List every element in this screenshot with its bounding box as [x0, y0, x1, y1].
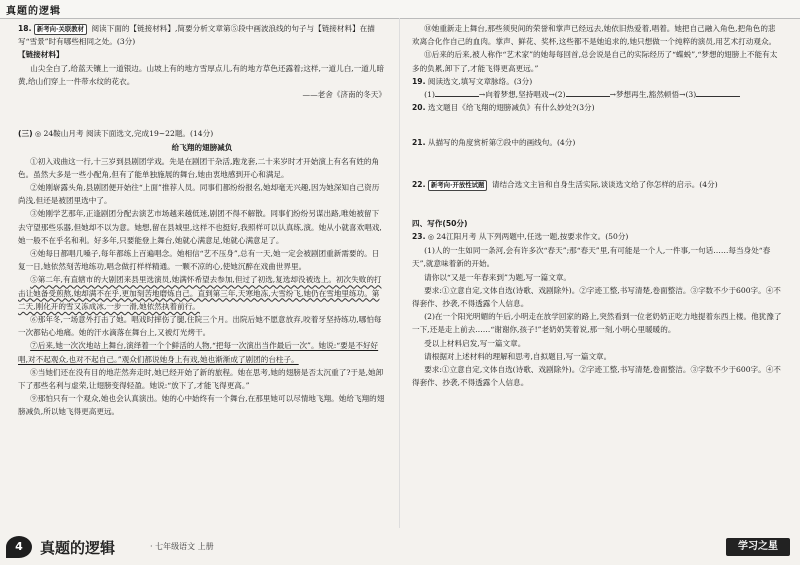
q18-text: 阅读下面的【链接材料】,简要分析文章第⑤段中画波浪线的句子与【链接材料】在描写“雪景”时有哪些相同之处。(3分) — [18, 24, 375, 47]
q23-number: 23. — [412, 232, 426, 242]
paragraph-6: ⑥那年冬,一场意外打击了她。唱戏时摔伤了腿,住院三个月。出院后她不愿意放弃,咬着牙坚持练功,哪怕每一次都钻心地痛。她的汗水滴落在舞台上,又被灯光烤干。 — [18, 315, 382, 338]
topic-2-instruction-a: 受以上材料启发,写一篇文章。 — [424, 338, 526, 348]
section-3-heading — [18, 127, 386, 141]
q20-text: 选文题目《给飞翔的翅膀减负》有什么妙处?(3分) — [427, 103, 595, 113]
topic-1: (1)人的一生如同一条河,会有许多次“春天”;那“春天”里,有可能是一个人,一件事,一句话……每当身处“春天”,就意味着新的开始。 — [412, 246, 771, 269]
q23-text: 从下列两题中,任选一题,按要求作文。(50分) — [478, 232, 629, 242]
paragraph-4: ④她每日都唱几嗓子,每年都练上百遍唱念。她相信“艺不压身”,总有一天,她一定会被剧团重新需要的。日复一日,她依然刻苦地练功,唱念做打样样精通。一颗不凉的心,使她沉醉在戏曲世界里。 — [18, 249, 380, 272]
section-3-text: 阅读下面选文,完成19~22题。(14分) — [85, 129, 214, 139]
q19-fill-3: →梦想再生,豁然顿悟→(3) — [609, 90, 697, 100]
q20-number: 20. — [412, 103, 426, 113]
question-19 — [412, 75, 782, 88]
paragraph-5: ⑤第二年,有直辖市的大剧团来县里选演员,她满怀希望去参加,但过了初选,复选却没被选上。初次失败的打击让她备受煎熬,她却满不在乎,更加刻苦地磨炼自己。直到第三年,天寒地冻,大雪纷飞,她仍在雪地里练功。第二天,刚化开的雪又冻成冰,一步一滑,她依然执着前行。 — [18, 275, 382, 311]
q21-text: 从描写的角度赏析第⑦段中的画线句。(4分) — [427, 138, 576, 148]
q18-tag: 新考向·关联教材 — [34, 24, 87, 35]
header-title: 真题的逻辑 — [6, 6, 61, 17]
location-pin-icon: ◎ — [34, 130, 42, 139]
publisher-logo: 学习之星 — [726, 538, 790, 556]
q23-source: 24江阳月考 — [436, 232, 477, 242]
topic-2-instruction-b: 请根据对上述材料的理解和思考,自拟题目,写一篇文章。 — [424, 351, 612, 361]
q19-blank-3[interactable] — [696, 88, 740, 97]
q19-text: 阅读选文,填写文章脉络。(3分) — [427, 76, 533, 86]
paragraph-8: ⑧当她们还在没有目的地茫然奔走时,她已经开始了新的旅程。她在思考,她的翅膀是否太沉重了?于是,她卸下了那些名利与虚荣,让翅膀变得轻盈。她说:“放下了,才能飞得更高。” — [18, 367, 384, 391]
location-pin-icon: ◎ — [427, 233, 434, 242]
link-material-title: 【链接材料】 — [18, 50, 64, 60]
section-3-label: (三) — [18, 129, 33, 139]
question-23 — [412, 230, 782, 244]
column-divider — [399, 18, 400, 528]
q19-fill-2: →向着梦想,坚持唱戏→(2) — [478, 90, 566, 100]
q19-fill-row — [412, 88, 782, 101]
question-20 — [412, 101, 782, 114]
section-3-source: 24鞍山月考 — [43, 129, 84, 139]
q22-tag: 新考向·开放性试题 — [428, 180, 488, 191]
topic-2-requirements: 要求:①立意自定,文体自选(诗歌、戏剧除外)。②字迹工整,书写清楚,卷面整洁。③字数不少于600字。④不得套作、抄袭,不得透露个人信息。 — [412, 365, 781, 388]
section-4-title: 四、写作(50分) — [412, 218, 468, 228]
article-title: 给飞翔的翅膀减负 — [171, 143, 233, 153]
q21-number: 21. — [412, 138, 426, 148]
paragraph-9: ⑨那怕只有一个观众,她也会认真演出。她的心中始终有一个舞台,在那里她可以尽情地飞翔。她给飞翔的翅膀减负,所以她飞得更高更远。 — [18, 394, 385, 417]
paragraph-10: ⑩她重新走上舞台,那些须臾间的荣誉和掌声已经远去,她依旧热爱着,唱着。她把自己融入角色,把角色的悲欢离合化作自己的血肉。掌声、鲜花、奖杯,这些都不是她追求的,她只想做一个纯粹的演员,用艺术打动观众。 — [412, 24, 777, 47]
page-header — [0, 0, 800, 19]
question-21 — [412, 136, 782, 149]
q19-number: 19. — [412, 76, 426, 86]
paragraph-3: ③她刚学艺那年,正逢剧团分配去演艺市场越来越低迷,剧团不得不解散。同事们纷纷另谋出路,唯她被留下去守望那些乐器,但她却不以为意。她想,留在县城里,这样不也挺好,我照样可以认真练,演。她从小就喜欢唱戏,她一般不在乎名和利。好多年,只要能登上舞台,她就心满意足,她就心满意足了。 — [18, 209, 382, 245]
page-number: 4 — [6, 536, 32, 558]
paragraph-1: ①初入戏曲这一行,十三岁到县剧团学戏。先是在剧团干杂活,跑龙套,二十来岁时才开始演上有名有姓的角色。虽然大多是一些小配角,但有了能单独施展的舞台,她由衷地感到开心和满足。 — [18, 156, 380, 179]
topic-1-instruction: 请你以“又是一年春来到”为题,写一篇文章。 — [424, 272, 572, 282]
link-material-source: ——老舍《济南的冬天》 — [302, 90, 386, 100]
q19-blank-1[interactable] — [435, 88, 479, 97]
paragraph-11: ⑪后来的后来,被人称作“艺术家”的她每每回首,总会说是自己的实际经历了“蝶蜕”,“梦想的翅膀上不能有太多的负累,卸下了,才能飞得更高更远。” — [412, 50, 778, 73]
topic-1-requirements: 要求:①立意自定,文体自选(诗歌、戏剧除外)。②字迹工整,书写清楚,卷面整洁。③字数不少于600字。④不得套作、抄袭,不得透露个人信息。 — [412, 285, 781, 309]
q19-blank-2[interactable] — [566, 88, 610, 97]
question-22 — [412, 178, 782, 191]
paragraph-7 — [18, 339, 386, 365]
topic-2: (2)在一个阳光明媚的午后,小明走在放学回家的路上,突然看到一位老奶奶正吃力地提着东西上楼。他犹豫了一下,还是走上前去……“谢谢你,孩子!”老奶奶笑着说,那一刻,小明心里暖暖的。 — [412, 312, 782, 335]
page-footer — [0, 530, 800, 565]
q22-number: 22. — [412, 179, 426, 189]
q18-number: 18. — [18, 24, 32, 33]
question-18 — [18, 22, 386, 48]
left-column — [18, 22, 386, 419]
q19-fill-1: (1) — [424, 90, 435, 100]
right-column — [412, 22, 782, 389]
footer-grade: · 七年级语文 上册 — [150, 542, 214, 551]
link-material-body: 山尖全白了,给蓝天镶上一道银边。山坡上有的地方雪厚点儿,有的地方草色还露着;这样,一道儿白,一道儿暗黄,给山们穿上一件带水纹的花衣。 — [18, 63, 385, 86]
footer-brand: 真题的逻辑 — [40, 539, 116, 557]
paragraph-2: ②她刚崭露头角,县剧团便开始往“上面”推荐人员。同事们都纷纷报名,她却毫无兴趣,因为她深知自己资历尚浅,但还是被团里选中了。 — [18, 183, 380, 206]
paragraph-7-text: ⑦后来,她一次次地站上舞台,演绎着一个个鲜活的人物,“把每一次演出当作最后一次”。她说:“要是不好好唱,对不起观众,也对不起自己。”观众们都说她身上有戏,她也渐渐成了剧团的台柱子。 — [18, 341, 379, 364]
q22-text: 请结合选文主旨和自身生活实际,谈谈选文给了你怎样的启示。(4分) — [491, 179, 718, 189]
